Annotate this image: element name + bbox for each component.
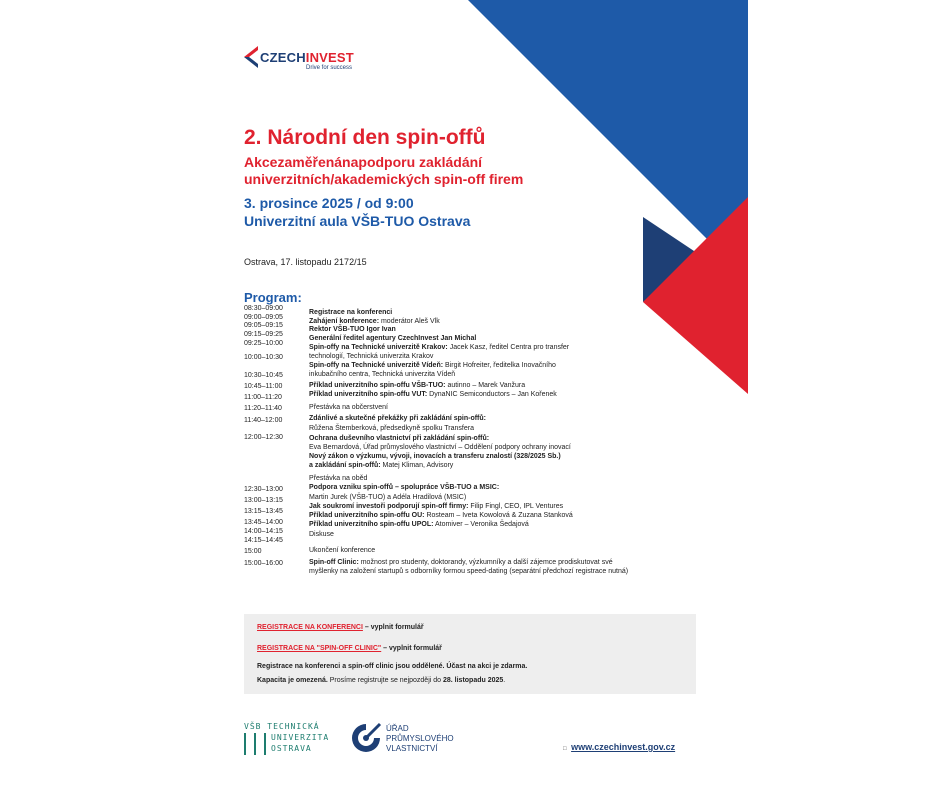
- program-item: Spin-offy na Technické univerzitě Vídeň: Birgit Hofreiter, ředitelka Inovačního: [309, 362, 556, 369]
- registration-box: [244, 614, 696, 694]
- czechinvest-logo-mark-icon: [244, 46, 258, 68]
- event-date: 3. prosince 2025 / od 9:00: [244, 195, 414, 211]
- program-time: 10:30–10:45: [244, 372, 283, 379]
- program-time: 15:00–16:00: [244, 560, 283, 567]
- program-item: Přestávka na občerstvení: [309, 404, 388, 411]
- program-item: myšlenky na založení startupů s odborníky formou speed-dating (separátní předchozí registrace nutná): [309, 568, 629, 575]
- program-item: Zdánlivé a skutečné překážky při zakládání spin-offů:: [309, 415, 486, 422]
- program-item: Nový zákon o výzkumu, vývoji, inovacích a transferu znalostí (328/2025 Sb.): [309, 453, 561, 460]
- program-time: 10:00–10:30: [244, 354, 283, 361]
- program-item: Příklad univerzitního spin-offu VŠB-TUO: autinno – Marek Vanžura: [309, 382, 526, 389]
- program-item: Eva Bernardová, Úřad průmyslového vlastnictví – Oddělení podpory ochrany inovací: [309, 444, 571, 451]
- czechinvest-logo: [244, 46, 374, 72]
- program-item: Spin-off Clinic: možnost pro studenty, doktorandy, výzkumníky a další zájemce prodiskutovat své: [309, 559, 613, 566]
- program-item: inkubačního centra, Technická univerzita Vídeň: [309, 371, 456, 378]
- program-time: 09:00–09:05: [244, 313, 283, 321]
- event-venue: Univerzitní aula VŠB-TUO Ostrava: [244, 213, 471, 229]
- vsb-logo-bars-icon: [244, 733, 266, 757]
- place-and-date: Ostrava, 17. listopadu 2172/15: [244, 257, 367, 267]
- program-item: Podpora vzniku spin-offů – spolupráce VŠB-TUO a MSIC:: [309, 484, 500, 491]
- program-item: Příklad univerzitního spin-offu UPOL: Atomiver – Veronika Šedajová: [309, 521, 529, 528]
- website-link[interactable]: www.czechinvest.gov.cz: [571, 742, 676, 752]
- program-item: Generální ředitel agentury CzechInvest Jan Michal: [309, 335, 477, 343]
- upv-logo-line-1: ÚŘAD: [386, 724, 409, 733]
- program-items: [309, 309, 719, 579]
- program-time: 09:25–10:00: [244, 339, 283, 347]
- program-time: 11:20–11:40: [244, 405, 282, 412]
- czechinvest-tagline: Drive for success: [306, 65, 353, 71]
- program-time: 09:15–09:25: [244, 331, 283, 339]
- link-icon: □: [563, 746, 567, 752]
- program-item: Zahájení konference: moderátor Aleš Vlk: [309, 317, 440, 325]
- program-time: 14:00–14:15: [244, 528, 283, 535]
- program-time: 13:00–13:15: [244, 497, 283, 504]
- registration-note-line-1: Registrace na konferenci a spin-off clinic jsou oddělené. Účast na akci je zdarma.: [257, 663, 528, 670]
- subtitle-line-2: univerzitních/akademických spin-off firem: [244, 171, 524, 187]
- vsb-logo-line-3: OSTRAVA: [271, 744, 312, 753]
- program-time: 15:00: [244, 548, 262, 555]
- registration-clinic-line: REGISTRACE NA "SPIN-OFF CLINIC" – vyplnit formulář: [257, 645, 442, 652]
- registration-clinic-link[interactable]: REGISTRACE NA "SPIN-OFF CLINIC": [257, 645, 382, 652]
- vsb-logo-line-1: VŠB TECHNICKÁ: [244, 722, 320, 731]
- page-title: 2. Národní den spin-offů: [244, 126, 486, 149]
- program-item: Registrace na konferenci: [309, 309, 393, 316]
- program-item: a zakládání spin-offů: Matej Kliman, Advisory: [309, 462, 454, 469]
- program-time: 13:45–14:00: [244, 519, 283, 526]
- subtitle-line-1: Akcezaměřenánapodporu zakládání: [244, 154, 483, 170]
- program-time: 12:00–12:30: [244, 434, 283, 441]
- program-time: 12:30–13:00: [244, 486, 283, 493]
- program-item: Ochrana duševního vlastnictví při zakládání spin-offů:: [309, 435, 490, 442]
- registration-note-line-2: Kapacita je omezená. Prosíme registrujte se nejpozději do 28. listopadu 2025.: [257, 677, 506, 684]
- program-time: 10:45–11:00: [244, 383, 283, 390]
- program-item: Růžena Štemberková, předsedkyně spolku Transfera: [309, 425, 474, 432]
- program-time: 14:15–14:45: [244, 537, 283, 544]
- program-time: 11:00–11:20: [244, 394, 282, 401]
- website-link-container: [563, 737, 675, 755]
- upv-logo-line-3: VLASTNICTVÍ: [386, 744, 438, 753]
- vsb-logo: [244, 722, 344, 758]
- program-item: Diskuse: [309, 531, 334, 538]
- program-times: [244, 305, 308, 575]
- vsb-logo-line-2: UNIVERZITA: [271, 733, 330, 742]
- blue-triangle-large: [468, 0, 748, 280]
- program-item: Jak soukromí investoři podporují spin-off firmy: Filip Fingl, CEO, IPL Ventures: [309, 503, 564, 510]
- program-item: Rektor VŠB-TUO Igor Ivan: [309, 326, 396, 334]
- registration-conference-line: REGISTRACE NA KONFERENCI – vyplnit formulář: [257, 624, 424, 631]
- upv-logo-emblem-icon: [350, 722, 382, 754]
- program-item: Příklad univerzitního spin-offu VUT: DynaNIC Semiconductors – Jan Kořenek: [309, 391, 557, 398]
- program-time: 08:30–09:00: [244, 305, 283, 312]
- upv-logo: [350, 718, 460, 758]
- program-item: Ukončení konference: [309, 547, 376, 554]
- program-time: 09:05–09:15: [244, 322, 283, 330]
- czechinvest-logo-text: CZECHINVEST: [260, 50, 354, 65]
- program-item: Přestávka na oběd: [309, 475, 368, 482]
- program-item: technologií, Technická univerzita Krakov: [309, 352, 434, 360]
- program-item: Spin-offy na Technické univerzitě Krakov: Jacek Kasz, ředitel Centra pro transfer: [309, 343, 570, 351]
- program-item: Martin Jurek (VŠB-TUO) a Adéla Hradilová (MSIC): [309, 494, 467, 501]
- program-time: 13:15–13:45: [244, 508, 283, 515]
- registration-conference-link[interactable]: REGISTRACE NA KONFERENCI: [257, 624, 363, 631]
- program-title: Program:: [244, 290, 302, 305]
- program-item: Příklad univerzitního spin-offu OU: Rosteam – Iveta Kowolová & Zuzana Stanková: [309, 512, 573, 519]
- program-time: 11:40–12:00: [244, 417, 283, 424]
- upv-logo-line-2: PRŮMYSLOVÉHO: [386, 734, 454, 743]
